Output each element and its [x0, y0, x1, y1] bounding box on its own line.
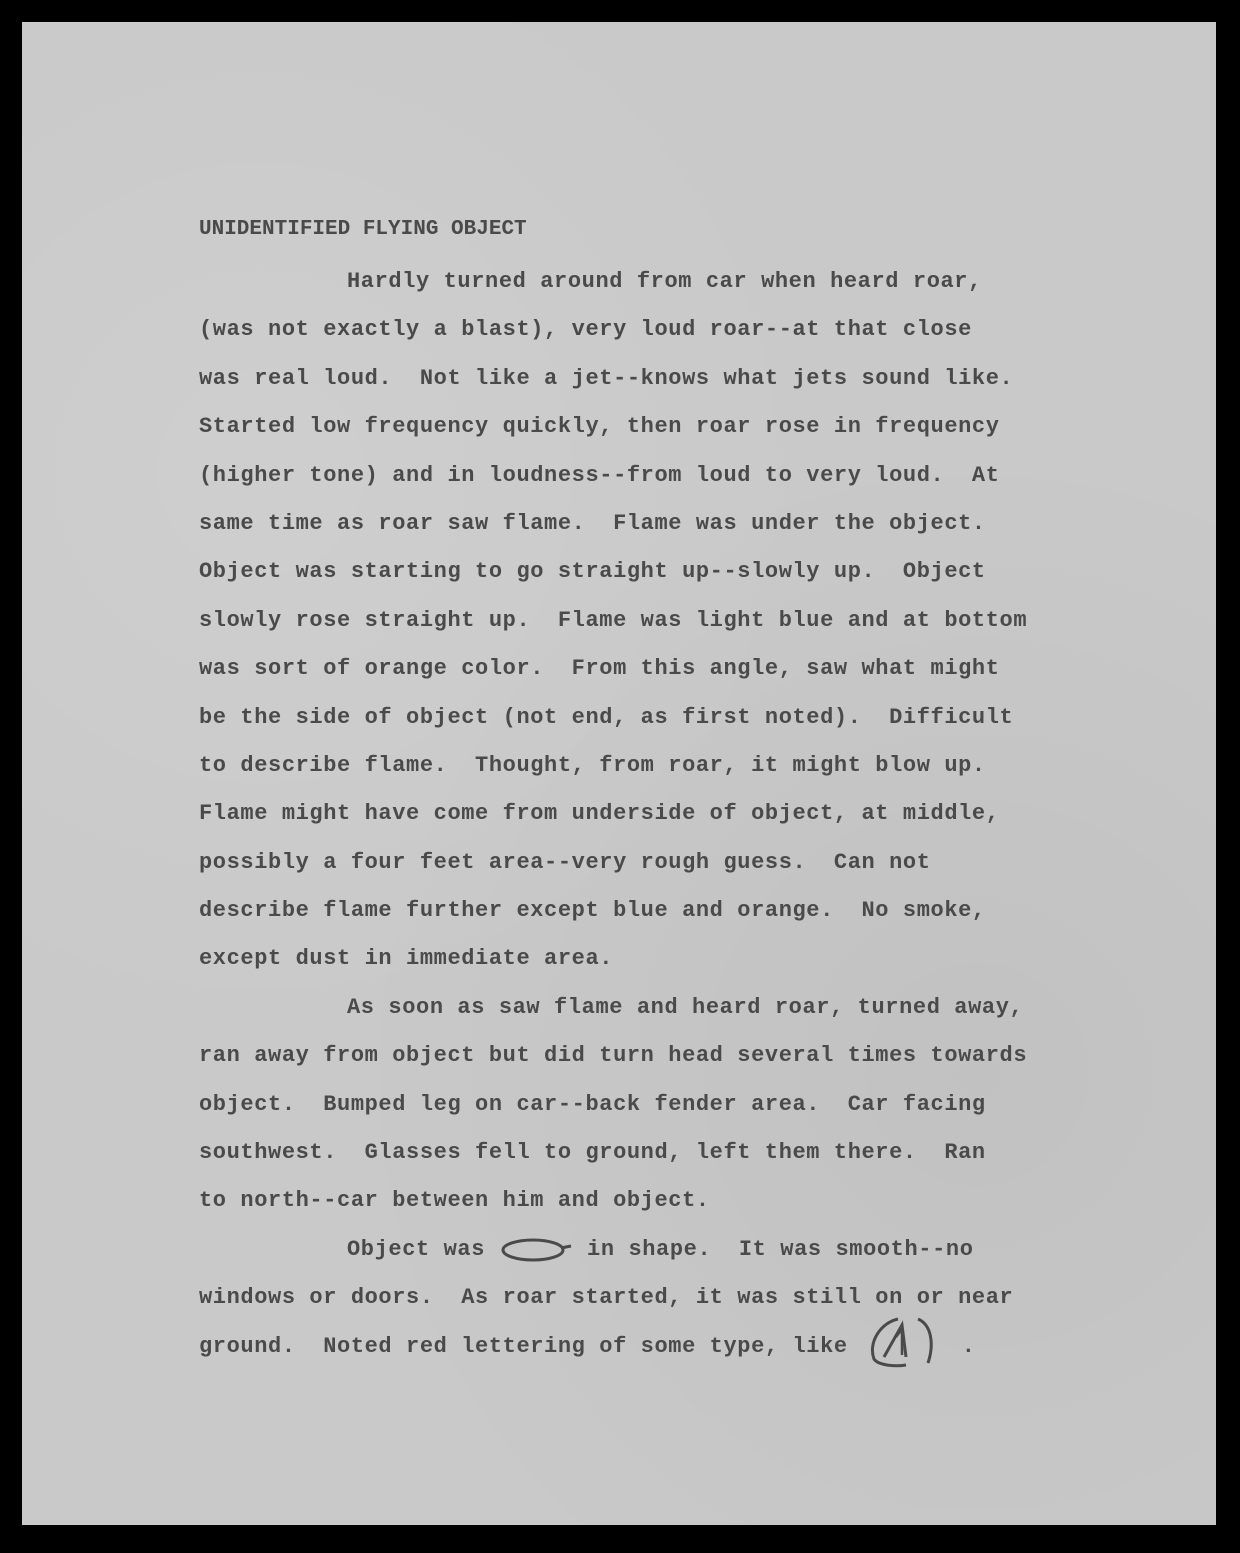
text-line [199, 1323, 1119, 1371]
document-title: UNIDENTIFIED FLYING OBJECT [199, 218, 527, 241]
text-fragment: Object was [347, 1236, 486, 1262]
text-fragment: . [961, 1333, 976, 1359]
text-line: Object was starting to go straight up--slowly up. Object [199, 559, 986, 585]
text-line: windows or doors. As roar started, it was still on or near [199, 1285, 1014, 1311]
text-line: southwest. Glasses fell to ground, left them there. Ran [199, 1140, 986, 1166]
text-fragment: in shape. It was smooth--no [587, 1236, 974, 1262]
typed-text [199, 210, 1119, 1371]
text-line: slowly rose straight up. Flame was light blue and at bottom [199, 607, 1028, 633]
text-line: be the side of object (not end, as first noted). Difficult [199, 704, 1014, 730]
text-line: same time as roar saw flame. Flame was under the object. [199, 510, 986, 536]
text-fragment: ground. Noted red lettering of some type, like [199, 1333, 848, 1359]
text-line: (higher tone) and in loudness--from loud to very loud. At [199, 462, 1000, 488]
text-line: was sort of orange color. From this angle, saw what might [199, 656, 1000, 682]
text-line: except dust in immediate area. [199, 946, 614, 972]
document-page [22, 22, 1216, 1525]
insignia-sketch-icon [862, 1313, 946, 1369]
text-line [199, 1226, 1119, 1274]
text-line: to describe flame. Thought, from roar, it might blow up. [199, 752, 986, 778]
text-line: object. Bumped leg on car--back fender area. Car facing [199, 1091, 986, 1117]
text-line: ran away from object but did turn head several times towards [199, 1043, 1028, 1069]
oval-shape-sketch-icon [499, 1234, 573, 1264]
text-line: was real loud. Not like a jet--knows what jets sound like. [199, 365, 1014, 391]
text-line: (was not exactly a blast), very loud roar--at that close [199, 317, 972, 343]
text-line: As soon as saw flame and heard roar, turned away, [347, 994, 1024, 1020]
text-line: Hardly turned around from car when heard roar, [347, 269, 982, 294]
text-line: possibly a four feet area--very rough guess. Can not [199, 849, 931, 875]
text-line: Started low frequency quickly, then roar rose in frequency [199, 414, 1000, 440]
text-line: describe flame further except blue and orange. No smoke, [199, 898, 986, 924]
text-line: Flame might have come from underside of object, at middle, [199, 801, 1000, 827]
text-line: to north--car between him and object. [199, 1188, 710, 1214]
